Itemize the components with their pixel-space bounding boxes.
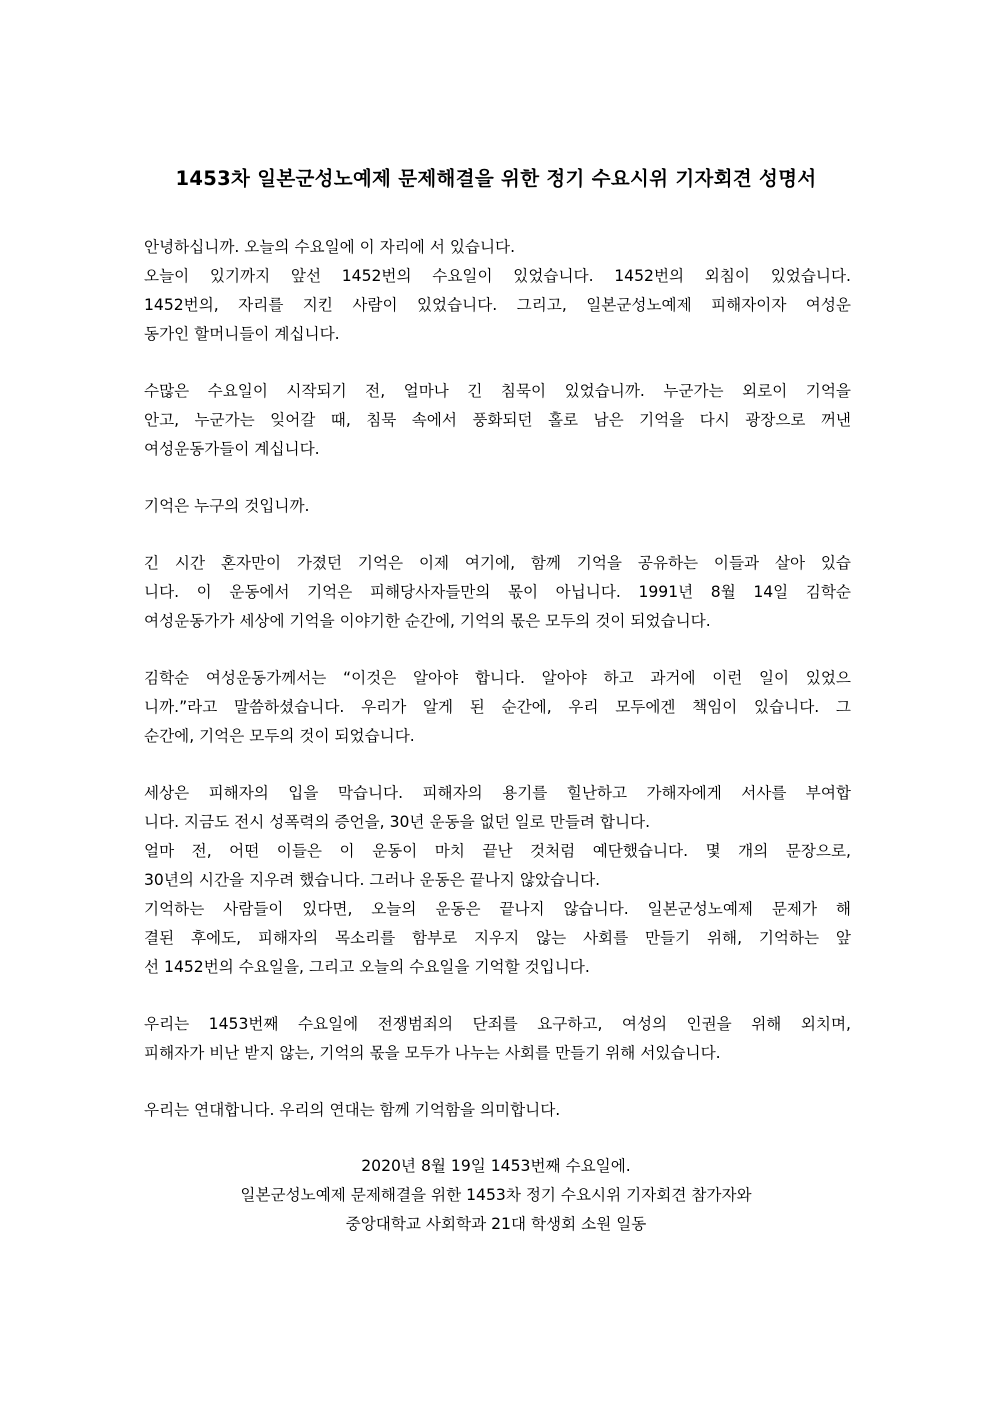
body-line: 김학순 여성운동가께서는 “이것은 알아야 합니다. 알아야 하고 과거에 이런 일이 있었으: [144, 669, 851, 687]
body-line: 1452번의, 자리를 지킨 사람이 있었습니다. 그리고, 일본군성노예제 피해자이자 여성운: [144, 296, 851, 314]
body-line: 기억은 누구의 것입니까.: [144, 497, 310, 515]
paragraph-5: [144, 664, 851, 751]
body-line: 순간에, 기억은 모두의 것이 되었습니다.: [144, 727, 415, 745]
paragraph-7: [144, 1010, 851, 1068]
paragraph-3: [144, 492, 851, 521]
signature-organization: 일본군성노예제 문제해결을 위한 1453차 정기 수요시위 기자회견 참가자와: [240, 1186, 752, 1204]
paragraph-2: [144, 377, 851, 464]
body-line: 니다. 지금도 전시 성폭력의 증언을, 30년 운동을 없던 일로 만들려 합니다.: [144, 813, 651, 831]
document-title: 1453차 일본군성노예제 문제해결을 위한 정기 수요시위 기자회견 성명서: [175, 167, 817, 190]
paragraph-8: [144, 1096, 851, 1125]
body-line: 수많은 수요일이 시작되기 전, 얼마나 긴 침묵이 있었습니까. 누군가는 외로이 기억을: [144, 382, 851, 400]
body-line: 여성운동가가 세상에 기억을 이야기한 순간에, 기억의 몫은 모두의 것이 되었습니다.: [144, 612, 711, 630]
statement-body: [144, 233, 851, 1125]
body-line: 결된 후에도, 피해자의 목소리를 함부로 지우지 않는 사회를 만들기 위해, 기억하는 앞: [144, 929, 851, 947]
body-line: 안녕하십니까. 오늘의 수요일에 이 자리에 서 있습니다.: [144, 238, 516, 256]
body-line: 우리는 연대합니다. 우리의 연대는 함께 기억함을 의미합니다.: [144, 1101, 561, 1119]
signature-date: 2020년 8월 19일 1453번째 수요일에.: [361, 1157, 631, 1175]
body-line: 니다. 이 운동에서 기억은 피해당사자들만의 몫이 아닙니다. 1991년 8월 14일 김학순: [144, 583, 851, 601]
body-line: 안고, 누군가는 잊어갈 때, 침묵 속에서 풍화되던 홀로 남은 기억을 다시 광장으로 꺼낸: [144, 411, 851, 429]
body-line: 여성운동가들이 계십니다.: [144, 440, 320, 458]
body-line: 긴 시간 혼자만이 가졌던 기억은 이제 여기에, 함께 기억을 공유하는 이들과 살아 있습: [144, 554, 851, 572]
body-line: 동가인 할머니들이 계십니다.: [144, 325, 340, 343]
paragraph-6: [144, 779, 851, 982]
signature-group: 중앙대학교 사회학과 21대 학생회 소원 일동: [345, 1215, 647, 1233]
body-line: 세상은 피해자의 입을 막습니다. 피해자의 용기를 힐난하고 가해자에게 서사를 부여합: [144, 784, 851, 802]
body-line: 얼마 전, 어떤 이들은 이 운동이 마치 끝난 것처럼 예단했습니다. 몇 개의 문장으로,: [144, 842, 851, 860]
body-line: 기억하는 사람들이 있다면, 오늘의 운동은 끝나지 않습니다. 일본군성노예제 문제가 해: [144, 900, 851, 918]
signature-block: [80, 1152, 912, 1239]
body-line: 오늘이 있기까지 앞선 1452번의 수요일이 있었습니다. 1452번의 외침이 있었습니다.: [144, 267, 851, 285]
body-line: 30년의 시간을 지우려 했습니다. 그러나 운동은 끝나지 않았습니다.: [144, 871, 601, 889]
paragraph-1: [144, 233, 851, 349]
paragraph-4: [144, 549, 851, 636]
body-line: 우리는 1453번째 수요일에 전쟁범죄의 단죄를 요구하고, 여성의 인권을 위해 외치며,: [144, 1015, 851, 1033]
body-line: 선 1452번의 수요일을, 그리고 오늘의 수요일을 기억할 것입니다.: [144, 958, 590, 976]
body-line: 피해자가 비난 받지 않는, 기억의 몫을 모두가 나누는 사회를 만들기 위해 서있습니다.: [144, 1044, 721, 1062]
body-line: 니까.”라고 말씀하셨습니다. 우리가 알게 된 순간에, 우리 모두에겐 책임이 있습니다. 그: [144, 698, 851, 716]
